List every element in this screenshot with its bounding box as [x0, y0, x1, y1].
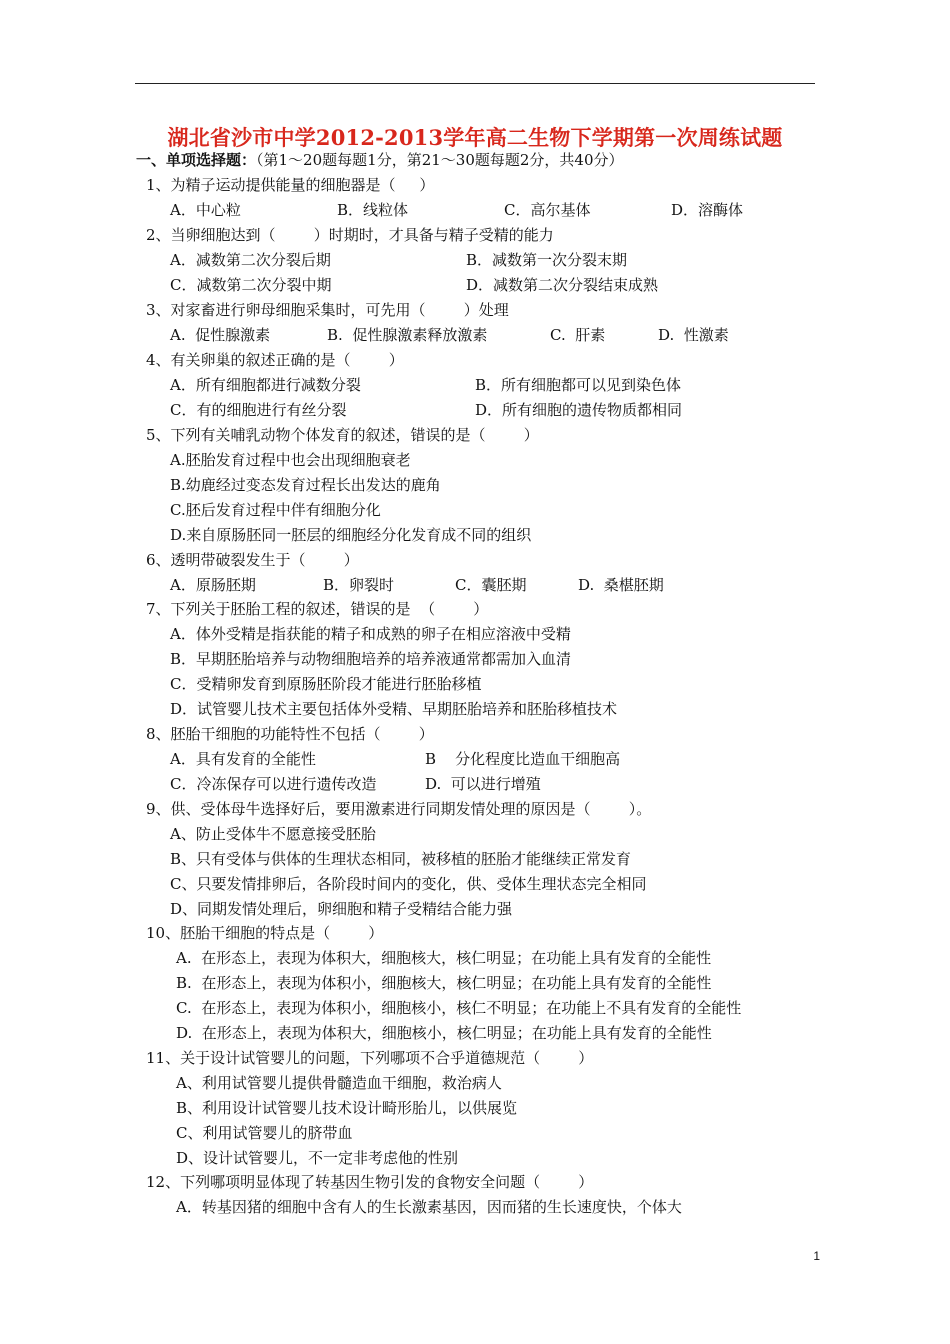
q3-option-c: C. 肝素 [550, 326, 606, 344]
q2-option-a: A．减数第二次分裂后期 [170, 251, 331, 269]
q5-option-b: B.幼鹿经过变态发育过程长出发达的鹿角 [170, 476, 441, 494]
q9-option-c: C、只要发情排卵后，各阶段时间内的变化，供、受体生理状态完全相同 [170, 875, 647, 893]
question-6-stem: 6、透明带破裂发生于（ ） [146, 551, 359, 569]
question-11-stem: 11、关于设计试管婴儿的问题，下列哪项不合乎道德规范（ ） [146, 1049, 594, 1067]
question-9-stem: 9、供、受体母牛选择好后，要用激素进行同期发情处理的原因是（ ）。 [146, 800, 652, 818]
q7-option-d: D．试管婴儿技术主要包括体外受精、早期胚胎培养和胚胎移植技术 [170, 700, 618, 718]
q6-option-d: D. 桑椹胚期 [578, 576, 664, 594]
question-2-stem: 2、当卵细胞达到（ ）时期时，才具备与精子受精的能力 [146, 226, 554, 244]
q8-option-d: D. 可以进行增殖 [425, 775, 541, 793]
section-header [136, 150, 624, 170]
q7-option-b: B．早期胚胎培养与动物细胞培养的培养液通常都需加入血清 [170, 650, 572, 668]
q3-option-b: B. 促性腺激素释放激素 [327, 326, 488, 344]
q6-option-b: B．卵裂时 [323, 576, 395, 594]
q4-option-c: C．有的细胞进行有丝分裂 [170, 401, 347, 419]
q10-option-a: A. 在形态上，表现为体积大，细胞核大，核仁明显；在功能上具有发育的全能性 [176, 949, 712, 967]
q1-option-b: B．线粒体 [337, 201, 409, 219]
q2-option-b: B．减数第一次分裂末期 [466, 251, 628, 269]
question-4-stem: 4、有关卵巢的叙述正确的是（ ） [146, 351, 404, 369]
q5-option-c: C.胚后发育过程中伴有细胞分化 [170, 501, 381, 519]
q2-option-d: D．减数第二次分裂结束成熟 [466, 276, 659, 294]
question-1-stem: 1、为精子运动提供能量的细胞器是（ ） [146, 176, 435, 194]
q9-option-d: D、同期发情处理后，卵细胞和精子受精结合能力强 [170, 900, 513, 918]
q10-option-b: B. 在形态上，表现为体积小，细胞核大，核仁明显；在功能上具有发育的全能性 [176, 974, 712, 992]
q2-option-c: C．减数第二次分裂中期 [170, 276, 332, 294]
q9-option-b: B、只有受体与供体的生理状态相同，被移植的胚胎才能继续正常发育 [170, 850, 632, 868]
q11-option-d: D、设计试管婴儿，不一定非考虑他的性别 [176, 1149, 459, 1167]
q9-option-a: A、防止受体牛不愿意接受胚胎 [170, 825, 376, 843]
question-7-stem: 7、下列关于胚胎工程的叙述，错误的是 （ ） [146, 600, 489, 618]
header-rule [135, 83, 815, 84]
q11-option-a: A、利用试管婴儿提供骨髓造血干细胞，救治病人 [176, 1074, 502, 1092]
q12-option-a: A．转基因猪的细胞中含有人的生长激素基因，因而猪的生长速度快，个体大 [176, 1198, 682, 1216]
q8-option-b: B 分化程度比造血干细胞高 [425, 750, 621, 768]
q4-option-d: D．所有细胞的遗传物质都相同 [475, 401, 683, 419]
q10-option-d: D. 在形态上，表现为体积大，细胞核小，核仁明显；在功能上具有发育的全能性 [176, 1024, 712, 1042]
q3-option-d: D. 性激素 [658, 326, 729, 344]
q6-option-c: C．囊胚期 [455, 576, 527, 594]
q5-option-d: D.来自原肠胚同一胚层的细胞经分化发育成不同的组织 [170, 526, 532, 544]
q10-option-c: C. 在形态上，表现为体积小，细胞核小，核仁不明显；在功能上不具有发育的全能性 [176, 999, 742, 1017]
question-8-stem: 8、胚胎干细胞的功能特性不包括（ ） [146, 725, 434, 743]
q4-option-a: A．所有细胞都进行减数分裂 [170, 376, 361, 394]
q1-option-c: C．高尔基体 [504, 201, 591, 219]
question-5-stem: 5、下列有关哺乳动物个体发育的叙述，错误的是（ ） [146, 426, 539, 444]
q4-option-b: B．所有细胞都可以见到染色体 [475, 376, 682, 394]
page-title: 湖北省沙市中学2012-2013学年高二生物下学期第一次周练试题 [167, 125, 783, 150]
q1-option-d: D．溶酶体 [671, 201, 744, 219]
q11-option-c: C、利用试管婴儿的脐带血 [176, 1124, 353, 1142]
section-heading: 一、单项选择题： [136, 151, 257, 169]
question-3-stem: 3、对家畜进行卵母细胞采集时，可先用（ ）处理 [146, 301, 509, 319]
q1-option-a: A．中心粒 [170, 201, 241, 219]
question-10-stem: 10、胚胎干细胞的特点是（ ） [146, 924, 384, 942]
question-12-stem: 12、下列哪项明显体现了转基因生物引发的食物安全问题（ ） [146, 1173, 594, 1191]
q5-option-a: A.胚胎发育过程中也会出现细胞衰老 [170, 451, 411, 469]
q3-option-a: A. 促性腺激素 [170, 326, 271, 344]
q7-option-c: C．受精卵发育到原肠胚阶段才能进行胚胎移植 [170, 675, 482, 693]
q6-option-a: A．原肠胚期 [170, 576, 256, 594]
page-number: 1 [813, 1249, 820, 1263]
section-note: （第1～20题每题1分，第21～30题每题2分，共40分） [256, 151, 624, 169]
q7-option-a: A．体外受精是指获能的精子和成熟的卵子在相应溶液中受精 [170, 625, 571, 643]
q8-option-c: C．冷冻保存可以进行遗传改造 [170, 775, 377, 793]
q11-option-b: B、利用设计试管婴儿技术设计畸形胎儿，以供展览 [176, 1099, 518, 1117]
q8-option-a: A．具有发育的全能性 [170, 750, 316, 768]
